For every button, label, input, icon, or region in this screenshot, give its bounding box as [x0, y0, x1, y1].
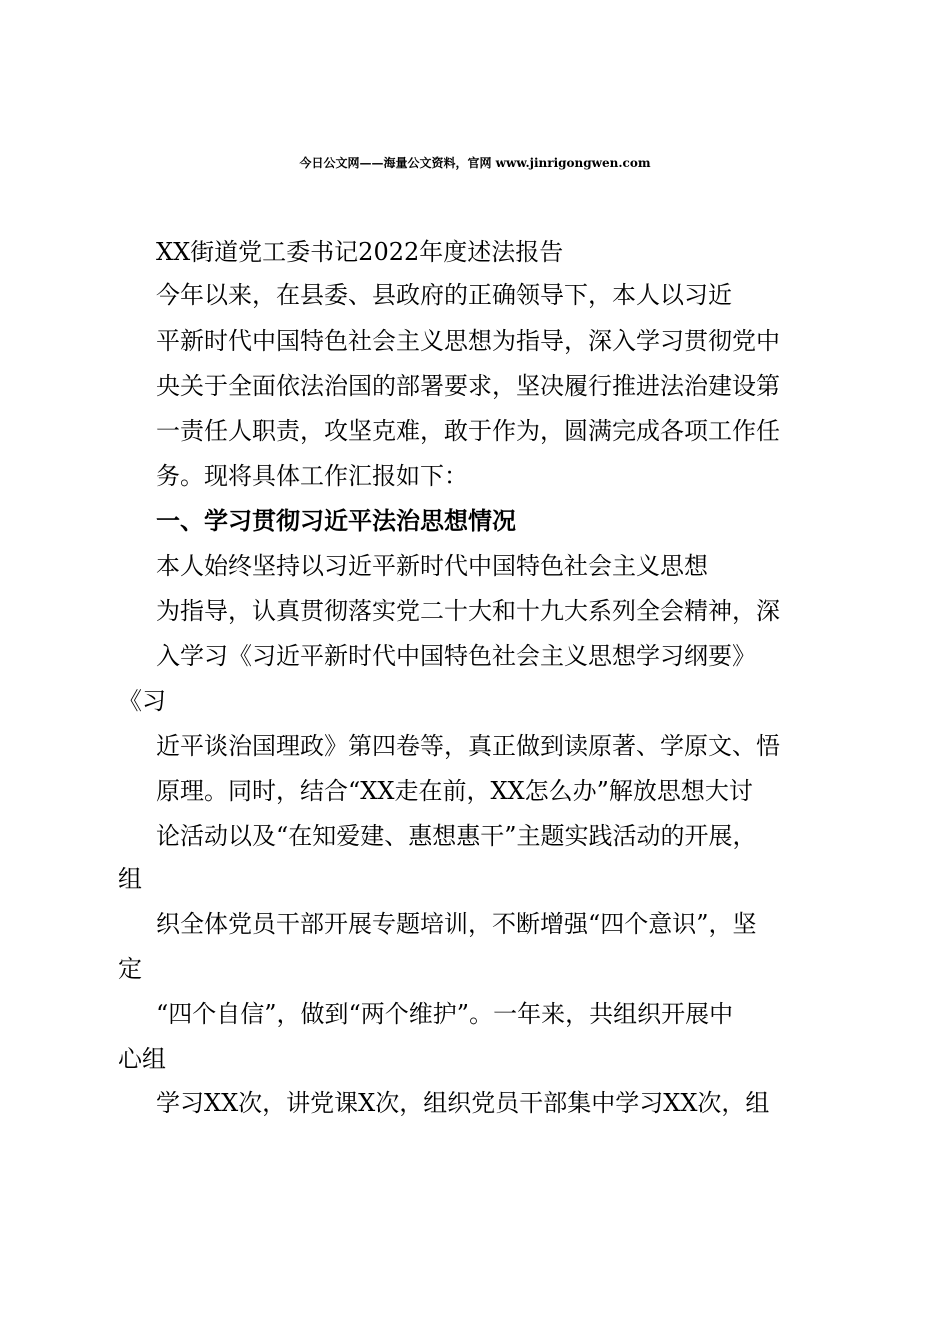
intro-line: 央关于全面依法治国的部署要求，坚决履行推进法治建设第 [156, 372, 780, 400]
section-heading: 一、学习贯彻习近平法治思想情况 [156, 507, 516, 535]
section-line: 织全体党员干部开展专题培训，不断增强“四个意识”，坚 [156, 910, 757, 938]
section-line-wrap: 心组 [118, 1045, 166, 1073]
section-line-wrap: 定 [118, 955, 142, 983]
section-line: 入学习《习近平新时代中国特色社会主义思想学习纲要》 [156, 642, 756, 670]
section-line: 原理。同时，结合“XX走在前，XX怎么办”解放思想大讨 [156, 777, 753, 805]
site-header: 今日公文网——海量公文资料，官网 www.jinrigongwen.com [299, 156, 651, 170]
intro-line: 平新时代中国特色社会主义思想为指导，深入学习贯彻党中 [156, 327, 780, 355]
section-line-wrap: 《习 [118, 687, 166, 715]
section-line: “四个自信”，做到“两个维护”。一年来，共组织开展中 [156, 1000, 734, 1028]
intro-line: 今年以来，在县委、县政府的正确领导下，本人以习近 [156, 281, 732, 309]
intro-line: 一责任人职责，攻坚克难，敢于作为，圆满完成各项工作任 [156, 417, 780, 445]
section-line-wrap: 组 [118, 865, 142, 893]
document-title: XX街道党工委书记2022年度述法报告 [156, 238, 564, 266]
intro-line: 务。现将具体工作汇报如下： [156, 462, 468, 490]
section-line: 本人始终坚持以习近平新时代中国特色社会主义思想 [156, 552, 708, 580]
section-line: 学习XX次，讲党课X次，组织党员干部集中学习XX次，组 [156, 1089, 770, 1117]
section-line: 为指导，认真贯彻落实党二十大和十九大系列全会精神，深 [156, 597, 780, 625]
section-line: 近平谈治国理政》第四卷等，真正做到读原著、学原文、悟 [156, 732, 780, 760]
section-line: 论活动以及“在知爱建、惠想惠干”主题实践活动的开展， [156, 822, 757, 850]
